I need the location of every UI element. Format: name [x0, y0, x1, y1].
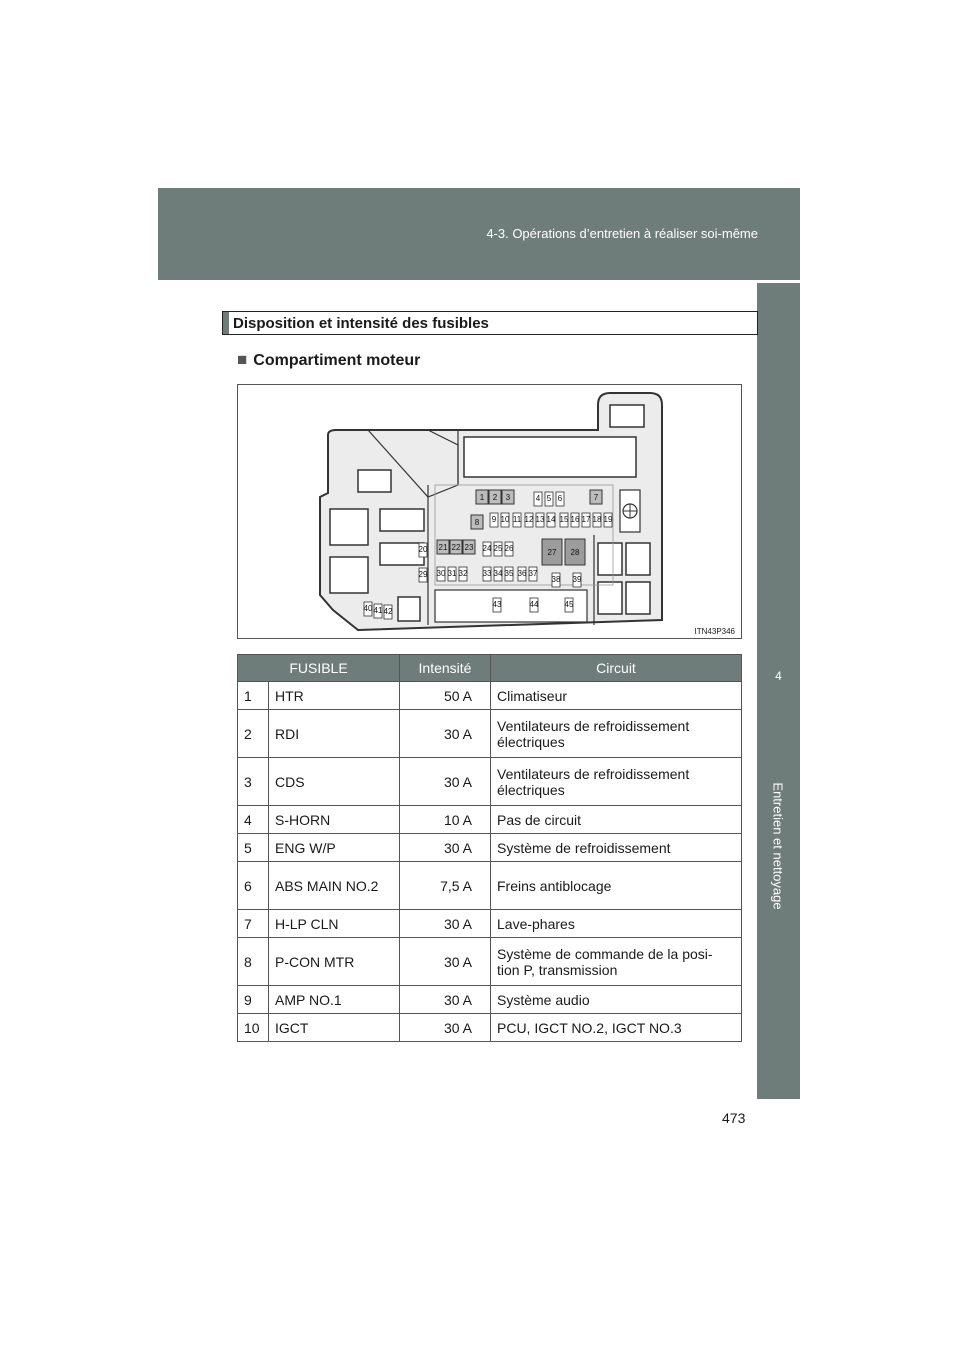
chapter-header	[158, 188, 800, 280]
relay-left-4	[380, 543, 424, 565]
fuse-number: 10	[238, 1014, 269, 1042]
fuse-name: ABS MAIN NO.2	[269, 862, 400, 910]
fuse-number: 6	[238, 862, 269, 910]
fuse-label-9: 9	[491, 515, 497, 524]
fuse-label-14: 14	[546, 515, 556, 524]
fuse-circuit: PCU, IGCT NO.2, IGCT NO.3	[491, 1014, 742, 1042]
fuse-name: AMP NO.1	[269, 986, 400, 1014]
fuse-amperage: 50 A	[400, 682, 491, 710]
fuse-label-15: 15	[559, 515, 569, 524]
relay-right-3	[626, 543, 650, 575]
table-header-row	[238, 655, 742, 682]
fuse-label-5: 5	[546, 494, 552, 503]
section-title-bar	[223, 312, 229, 334]
fuse-label-37: 37	[528, 569, 538, 578]
fuse-circuit: Système de commande de la posi-tion P, transmission	[491, 938, 742, 986]
fuse-number: 8	[238, 938, 269, 986]
relay-left-2	[330, 509, 368, 545]
fuse-label-34: 34	[493, 569, 503, 578]
fuse-label-30: 30	[436, 569, 446, 578]
fuse-circuit: Ventilateurs de refroidissement électriques	[491, 758, 742, 806]
fuse-circuit: Lave-phares	[491, 910, 742, 938]
fuse-label-7: 7	[593, 493, 599, 502]
section-title: Disposition et intensité des fusibles	[233, 315, 489, 332]
fuse-circuit: Pas de circuit	[491, 806, 742, 834]
table-row	[238, 1014, 742, 1042]
fuse-label-11: 11	[512, 515, 522, 524]
fuse-number: 9	[238, 986, 269, 1014]
page-number: 473	[722, 1110, 746, 1126]
fuse-circuit: Ventilateurs de refroidissement électriques	[491, 710, 742, 758]
fuse-box-diagram	[237, 384, 742, 639]
table-row	[238, 986, 742, 1014]
fuse-label-10: 10	[500, 515, 510, 524]
relay-right-2	[598, 543, 622, 575]
fuse-number: 1	[238, 682, 269, 710]
table-row	[238, 758, 742, 806]
fuse-amperage: 30 A	[400, 758, 491, 806]
fuse-circuit: Système audio	[491, 986, 742, 1014]
figure-code: ITN43P346	[694, 627, 735, 636]
fuse-circuit: Climatiseur	[491, 682, 742, 710]
subsection-title	[237, 350, 420, 370]
table-row	[238, 682, 742, 710]
table-row	[238, 862, 742, 910]
table-row	[238, 938, 742, 986]
fuse-label-23: 23	[464, 543, 474, 552]
fuse-label-45: 45	[564, 600, 574, 609]
chapter-number: 4	[775, 669, 782, 683]
fuse-label-1: 1	[479, 493, 485, 502]
fuse-box-drawing	[238, 385, 741, 638]
fuse-label-29: 29	[418, 570, 428, 579]
fuse-label-35: 35	[504, 569, 514, 578]
fuse-label-17: 17	[581, 515, 591, 524]
fuse-label-18: 18	[592, 515, 602, 524]
fuse-label-36: 36	[517, 569, 527, 578]
fuse-label-28: 28	[570, 548, 580, 557]
fuse-amperage: 10 A	[400, 806, 491, 834]
table-row	[238, 806, 742, 834]
fuse-label-2: 2	[492, 493, 498, 502]
square-bullet-icon: ■	[237, 350, 248, 369]
fuse-amperage: 30 A	[400, 834, 491, 862]
relay-left-1	[358, 470, 391, 492]
fuse-label-40: 40	[363, 604, 373, 613]
fuse-label-19: 19	[603, 515, 613, 524]
fuse-label-20: 20	[418, 545, 428, 554]
section-title-box	[222, 311, 758, 335]
header-circuit: Circuit	[491, 655, 742, 682]
fuse-name: RDI	[269, 710, 400, 758]
subsection-title-text: Compartiment moteur	[253, 352, 421, 369]
fuse-label-21: 21	[438, 543, 448, 552]
fuse-name: S-HORN	[269, 806, 400, 834]
fuse-amperage: 30 A	[400, 710, 491, 758]
fuse-label-27: 27	[547, 548, 557, 557]
fuse-name: IGCT	[269, 1014, 400, 1042]
fuse-label-38: 38	[551, 575, 561, 584]
fuse-name: P-CON MTR	[269, 938, 400, 986]
fuse-label-39: 39	[572, 575, 582, 584]
fuse-number: 3	[238, 758, 269, 806]
fuse-label-24: 24	[482, 544, 492, 553]
relay-right-4	[598, 582, 622, 614]
fuse-amperage: 30 A	[400, 986, 491, 1014]
chapter-number-box	[757, 643, 800, 713]
fuse-label-4: 4	[535, 494, 541, 503]
relay-left-6	[398, 597, 420, 621]
chapter-label: Entretien et nettoyage	[770, 782, 786, 910]
breadcrumb: 4-3. Opérations d’entretien à réaliser soi-même	[486, 226, 758, 241]
fuse-label-43: 43	[492, 600, 502, 609]
fuse-label-33: 33	[482, 569, 492, 578]
fuse-circuit: Freins antiblocage	[491, 862, 742, 910]
fuse-label-13: 13	[535, 515, 545, 524]
fuse-label-31: 31	[447, 569, 457, 578]
fuse-name: H-LP CLN	[269, 910, 400, 938]
fuse-name: CDS	[269, 758, 400, 806]
table-row	[238, 710, 742, 758]
fuse-label-6: 6	[557, 494, 563, 503]
fuse-circuit: Système de refroidissement	[491, 834, 742, 862]
fuse-amperage: 7,5 A	[400, 862, 491, 910]
fuse-label-3: 3	[505, 493, 511, 502]
fuse-number: 2	[238, 710, 269, 758]
table-row	[238, 834, 742, 862]
fuse-label-42: 42	[383, 607, 393, 616]
fuse-number: 5	[238, 834, 269, 862]
header-amp: Intensité	[400, 655, 491, 682]
fuse-label-26: 26	[504, 544, 514, 553]
fuse-name: ENG W/P	[269, 834, 400, 862]
fuse-number: 4	[238, 806, 269, 834]
fuse-label-22: 22	[451, 543, 461, 552]
relay-large-top	[464, 437, 636, 477]
fuse-name: HTR	[269, 682, 400, 710]
fuse-amperage: 30 A	[400, 910, 491, 938]
table-row	[238, 910, 742, 938]
fuse-number: 7	[238, 910, 269, 938]
fuse-amperage: 30 A	[400, 938, 491, 986]
header-fuse: FUSIBLE	[238, 655, 400, 682]
fuse-label-44: 44	[529, 600, 539, 609]
fuse-label-41: 41	[373, 606, 383, 615]
fuse-label-12: 12	[524, 515, 534, 524]
fuse-amperage: 30 A	[400, 1014, 491, 1042]
fuse-label-32: 32	[458, 569, 468, 578]
fuse-table	[237, 654, 742, 1042]
fuse-label-16: 16	[570, 515, 580, 524]
fuse-label-25: 25	[493, 544, 503, 553]
relay-left-3	[380, 509, 424, 531]
fuse-label-8: 8	[474, 518, 480, 527]
relay-right-5	[626, 582, 650, 614]
relay-left-5	[330, 557, 368, 593]
connector-top-right	[610, 405, 644, 427]
